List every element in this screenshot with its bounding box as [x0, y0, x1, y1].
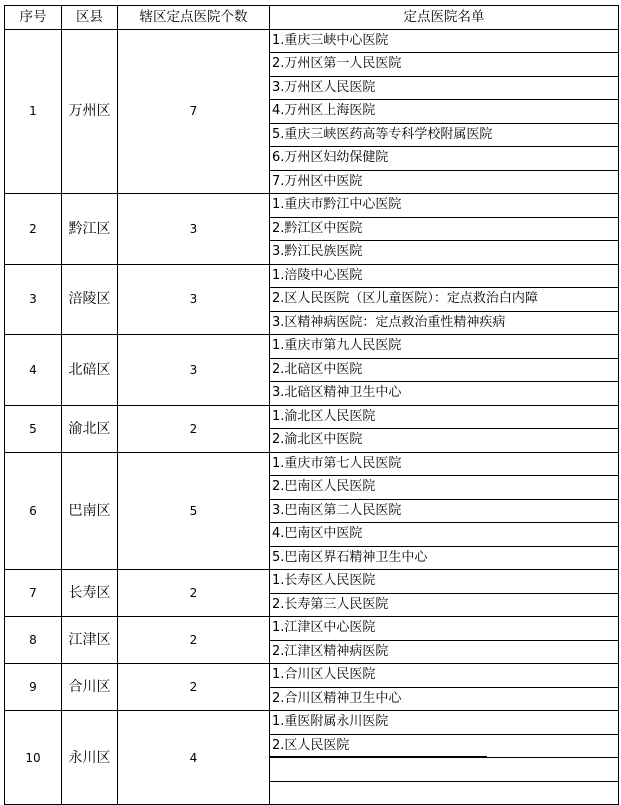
- hospital-count: 2: [118, 664, 270, 711]
- hospital-name: 2.区人民医院（区儿童医院）：定点救治白内障: [270, 288, 619, 312]
- district-name: 渝北区: [62, 405, 118, 452]
- table-row: [5, 405, 619, 429]
- table-row: [5, 194, 619, 218]
- hospital-name: 1.重庆三峡中心医院: [270, 29, 619, 53]
- row-number: 3: [5, 264, 62, 335]
- hospital-name: 5.重庆三峡医药高等专科学校附属医院: [270, 123, 619, 147]
- district-name: 江津区: [62, 617, 118, 664]
- row-number: 1: [5, 29, 62, 194]
- hospital-name: [270, 781, 619, 805]
- hospital-name: 2.渝北区中医院: [270, 429, 619, 453]
- hospital-name: 2.万州区第一人民医院: [270, 53, 619, 77]
- hospital-name: 3.北碚区精神卫生中心: [270, 382, 619, 406]
- hospital-count: 2: [118, 570, 270, 617]
- table-row: [5, 617, 619, 641]
- hospital-name: 2.黔江区中医院: [270, 217, 619, 241]
- header-district: 区县: [62, 6, 118, 30]
- table-row: [5, 335, 619, 359]
- hospital-name: 4.万州区上海医院: [270, 100, 619, 124]
- header-hospitals: 定点医院名单: [270, 6, 619, 30]
- district-name: 万州区: [62, 29, 118, 194]
- hospital-count: 2: [118, 405, 270, 452]
- district-name: 长寿区: [62, 570, 118, 617]
- hospital-name: 2.北碚区中医院: [270, 358, 619, 382]
- row-number: 2: [5, 194, 62, 265]
- hospital-name: 1.江津区中心医院: [270, 617, 619, 641]
- row-number: 4: [5, 335, 62, 406]
- hospital-name: 1.渝北区人民医院: [270, 405, 619, 429]
- hospital-count: 3: [118, 264, 270, 335]
- row-number: 8: [5, 617, 62, 664]
- hospital-name: 1.重庆市第七人民医院: [270, 452, 619, 476]
- table-row: [5, 570, 619, 594]
- hospital-name: 1.重庆市第九人民医院: [270, 335, 619, 359]
- table-row: [5, 264, 619, 288]
- hospital-name: 2.合川区精神卫生中心: [270, 687, 619, 711]
- hospital-name: 2.区人民医院: [270, 734, 619, 758]
- header-row: [5, 6, 619, 30]
- hospital-name: 6.万州区妇幼保健院: [270, 147, 619, 171]
- hospital-name: 1.重医附属永川医院: [270, 711, 619, 735]
- hospital-name: 3.区精神病医院：定点救治重性精神疾病: [270, 311, 619, 335]
- table-body: [5, 29, 619, 805]
- table-row: [5, 711, 619, 735]
- hospital-count: 2: [118, 617, 270, 664]
- hospital-name: 3.万州区人民医院: [270, 76, 619, 100]
- table-row: [5, 452, 619, 476]
- hospital-count: 3: [118, 335, 270, 406]
- hospital-count: 7: [118, 29, 270, 194]
- district-name: 涪陵区: [62, 264, 118, 335]
- row-number: 6: [5, 452, 62, 570]
- hospital-name: 3.黔江民族医院: [270, 241, 619, 265]
- hospital-name: 3.巴南区第二人民医院: [270, 499, 619, 523]
- cut-line: [270, 756, 487, 757]
- hospital-name: 2.巴南区人民医院: [270, 476, 619, 500]
- hospital-name: 4.巴南区中医院: [270, 523, 619, 547]
- header-no: 序号: [5, 6, 62, 30]
- district-name: 巴南区: [62, 452, 118, 570]
- row-number: 5: [5, 405, 62, 452]
- district-name: 合川区: [62, 664, 118, 711]
- hospital-name: 1.长寿区人民医院: [270, 570, 619, 594]
- district-name: 北碚区: [62, 335, 118, 406]
- hospital-table: [4, 5, 619, 805]
- district-name: 黔江区: [62, 194, 118, 265]
- hospital-count: 5: [118, 452, 270, 570]
- table-row: [5, 664, 619, 688]
- hospital-name: 2.江津区精神病医院: [270, 640, 619, 664]
- district-name: 永川区: [62, 711, 118, 805]
- row-number: 10: [5, 711, 62, 805]
- hospital-name: 5.巴南区界石精神卫生中心: [270, 546, 619, 570]
- row-number: 7: [5, 570, 62, 617]
- hospital-count: 4: [118, 711, 270, 805]
- header-count: 辖区定点医院个数: [118, 6, 270, 30]
- hospital-name: [270, 758, 619, 782]
- hospital-name: 2.长寿第三人民医院: [270, 593, 619, 617]
- hospital-name: 1.重庆市黔江中心医院: [270, 194, 619, 218]
- row-number: 9: [5, 664, 62, 711]
- hospital-name: 7.万州区中医院: [270, 170, 619, 194]
- hospital-name: 1.涪陵中心医院: [270, 264, 619, 288]
- hospital-name: 1.合川区人民医院: [270, 664, 619, 688]
- table-row: [5, 29, 619, 53]
- hospital-count: 3: [118, 194, 270, 265]
